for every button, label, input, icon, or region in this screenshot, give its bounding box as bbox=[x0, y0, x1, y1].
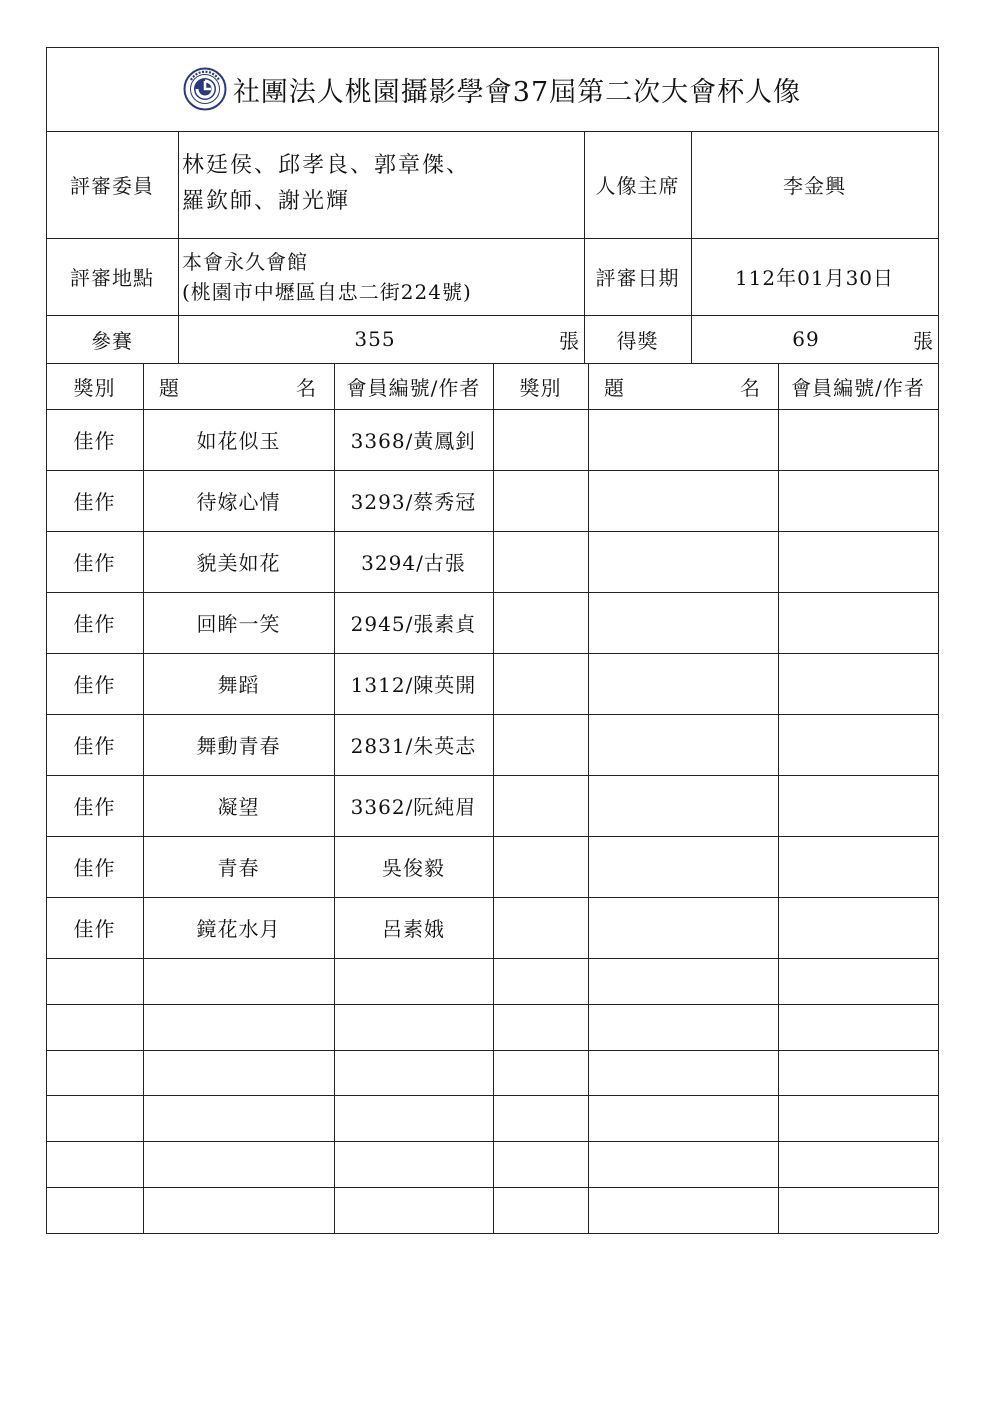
row-title: 回眸一笑 bbox=[196, 612, 281, 636]
row-member: 2831/朱英志 bbox=[350, 734, 477, 758]
grid-line-vertical bbox=[178, 131, 179, 363]
judges-line-1: 林廷侯、邱孝良、郭章傑、 bbox=[182, 153, 471, 178]
grid-line-vertical bbox=[334, 363, 335, 1233]
judges-line-2: 羅欽師、謝光輝 bbox=[182, 189, 351, 214]
grid-line-horizontal bbox=[46, 1050, 938, 1051]
row-title: 舞蹈 bbox=[217, 673, 260, 697]
grid-line-vertical bbox=[938, 47, 939, 1233]
judges-value bbox=[182, 148, 470, 220]
judges-label: 評審委員 bbox=[70, 174, 154, 198]
row-title: 舞動青春 bbox=[196, 734, 281, 758]
row-award: 佳作 bbox=[73, 612, 116, 636]
header-member-left: 會員編號/作者 bbox=[346, 375, 481, 400]
award-sheet bbox=[46, 47, 938, 1233]
grid-line-horizontal bbox=[46, 315, 938, 316]
grid-line-horizontal bbox=[46, 897, 938, 898]
row-award: 佳作 bbox=[73, 917, 116, 941]
row-title: 鏡花水月 bbox=[196, 917, 281, 941]
venue-label: 評審地點 bbox=[70, 266, 154, 290]
chair-value: 李金興 bbox=[783, 174, 846, 198]
header-award-left: 獎別 bbox=[73, 375, 116, 400]
header-title-char: 題 bbox=[159, 375, 179, 400]
row-award: 佳作 bbox=[73, 673, 116, 697]
grid-line-horizontal bbox=[46, 1187, 938, 1188]
header-title-left bbox=[143, 363, 334, 409]
grid-line-horizontal bbox=[46, 47, 938, 48]
venue-line-2: (桃園市中壢區自忠二街224號) bbox=[182, 280, 472, 304]
header-name-char: 名 bbox=[296, 375, 316, 400]
grid-line-horizontal bbox=[46, 714, 938, 715]
awards-unit: 張 bbox=[913, 328, 934, 353]
row-award: 佳作 bbox=[73, 856, 116, 880]
grid-line-vertical bbox=[588, 363, 589, 1233]
grid-line-horizontal bbox=[46, 1004, 938, 1005]
row-member: 3368/黃鳳釗 bbox=[350, 429, 477, 453]
title-row bbox=[46, 47, 938, 131]
grid-line-vertical bbox=[143, 363, 144, 1233]
row-member: 1312/陳英開 bbox=[350, 673, 477, 697]
grid-line-horizontal bbox=[46, 1095, 938, 1096]
row-member: 3294/古張 bbox=[361, 551, 466, 575]
header-title-char: 題 bbox=[604, 375, 624, 400]
date-value: 112年01月30日 bbox=[734, 266, 895, 290]
row-award: 佳作 bbox=[73, 795, 116, 819]
row-award: 佳作 bbox=[73, 490, 116, 514]
row-title: 凝望 bbox=[217, 795, 260, 819]
awards-value: 69 bbox=[792, 327, 820, 351]
grid-line-horizontal bbox=[46, 775, 938, 776]
grid-line-vertical bbox=[691, 131, 692, 363]
venue-line-1: 本會永久會館 bbox=[182, 250, 308, 274]
grid-line-vertical bbox=[493, 363, 494, 1233]
entries-value: 355 bbox=[354, 327, 396, 351]
venue-value bbox=[182, 247, 472, 307]
header-title-right bbox=[588, 363, 778, 409]
row-member: 吳俊毅 bbox=[382, 856, 445, 880]
grid-line-horizontal bbox=[46, 531, 938, 532]
row-award: 佳作 bbox=[73, 429, 116, 453]
chair-label: 人像主席 bbox=[595, 174, 680, 198]
grid-line-vertical bbox=[584, 131, 585, 363]
grid-line-horizontal bbox=[46, 409, 938, 410]
row-member: 3293/蔡秀冠 bbox=[350, 490, 477, 514]
row-title: 待嫁心情 bbox=[196, 490, 281, 514]
grid-line-vertical bbox=[46, 47, 47, 1233]
grid-line-horizontal bbox=[46, 653, 938, 654]
header-name-char: 名 bbox=[740, 375, 760, 400]
row-title: 青春 bbox=[217, 856, 260, 880]
header-member-right: 會員編號/作者 bbox=[791, 375, 925, 400]
society-emblem-icon bbox=[183, 67, 227, 111]
row-member: 2945/張素貞 bbox=[350, 612, 477, 636]
page-title: 社團法人桃園攝影學會37屆第二次大會杯人像 bbox=[232, 76, 802, 108]
grid-line-horizontal bbox=[46, 238, 938, 239]
awards-label: 得獎 bbox=[616, 328, 659, 353]
entries-unit: 張 bbox=[559, 328, 580, 353]
row-member: 呂素娥 bbox=[382, 917, 445, 941]
row-member: 3362/阮純眉 bbox=[350, 795, 477, 819]
grid-line-horizontal bbox=[46, 1141, 938, 1142]
grid-line-horizontal bbox=[46, 592, 938, 593]
row-award: 佳作 bbox=[73, 734, 116, 758]
date-label: 評審日期 bbox=[595, 266, 680, 290]
entries-label: 參賽 bbox=[91, 328, 133, 353]
row-title: 貌美如花 bbox=[196, 551, 281, 575]
grid-line-vertical bbox=[778, 363, 779, 1233]
grid-line-horizontal bbox=[46, 958, 938, 959]
grid-line-horizontal bbox=[46, 470, 938, 471]
grid-line-horizontal bbox=[46, 131, 938, 132]
row-title: 如花似玉 bbox=[196, 429, 281, 453]
grid-line-horizontal bbox=[46, 363, 938, 364]
grid-line-horizontal bbox=[46, 836, 938, 837]
grid-line-horizontal bbox=[46, 1233, 938, 1234]
header-award-right: 獎別 bbox=[519, 375, 562, 400]
row-award: 佳作 bbox=[73, 551, 116, 575]
